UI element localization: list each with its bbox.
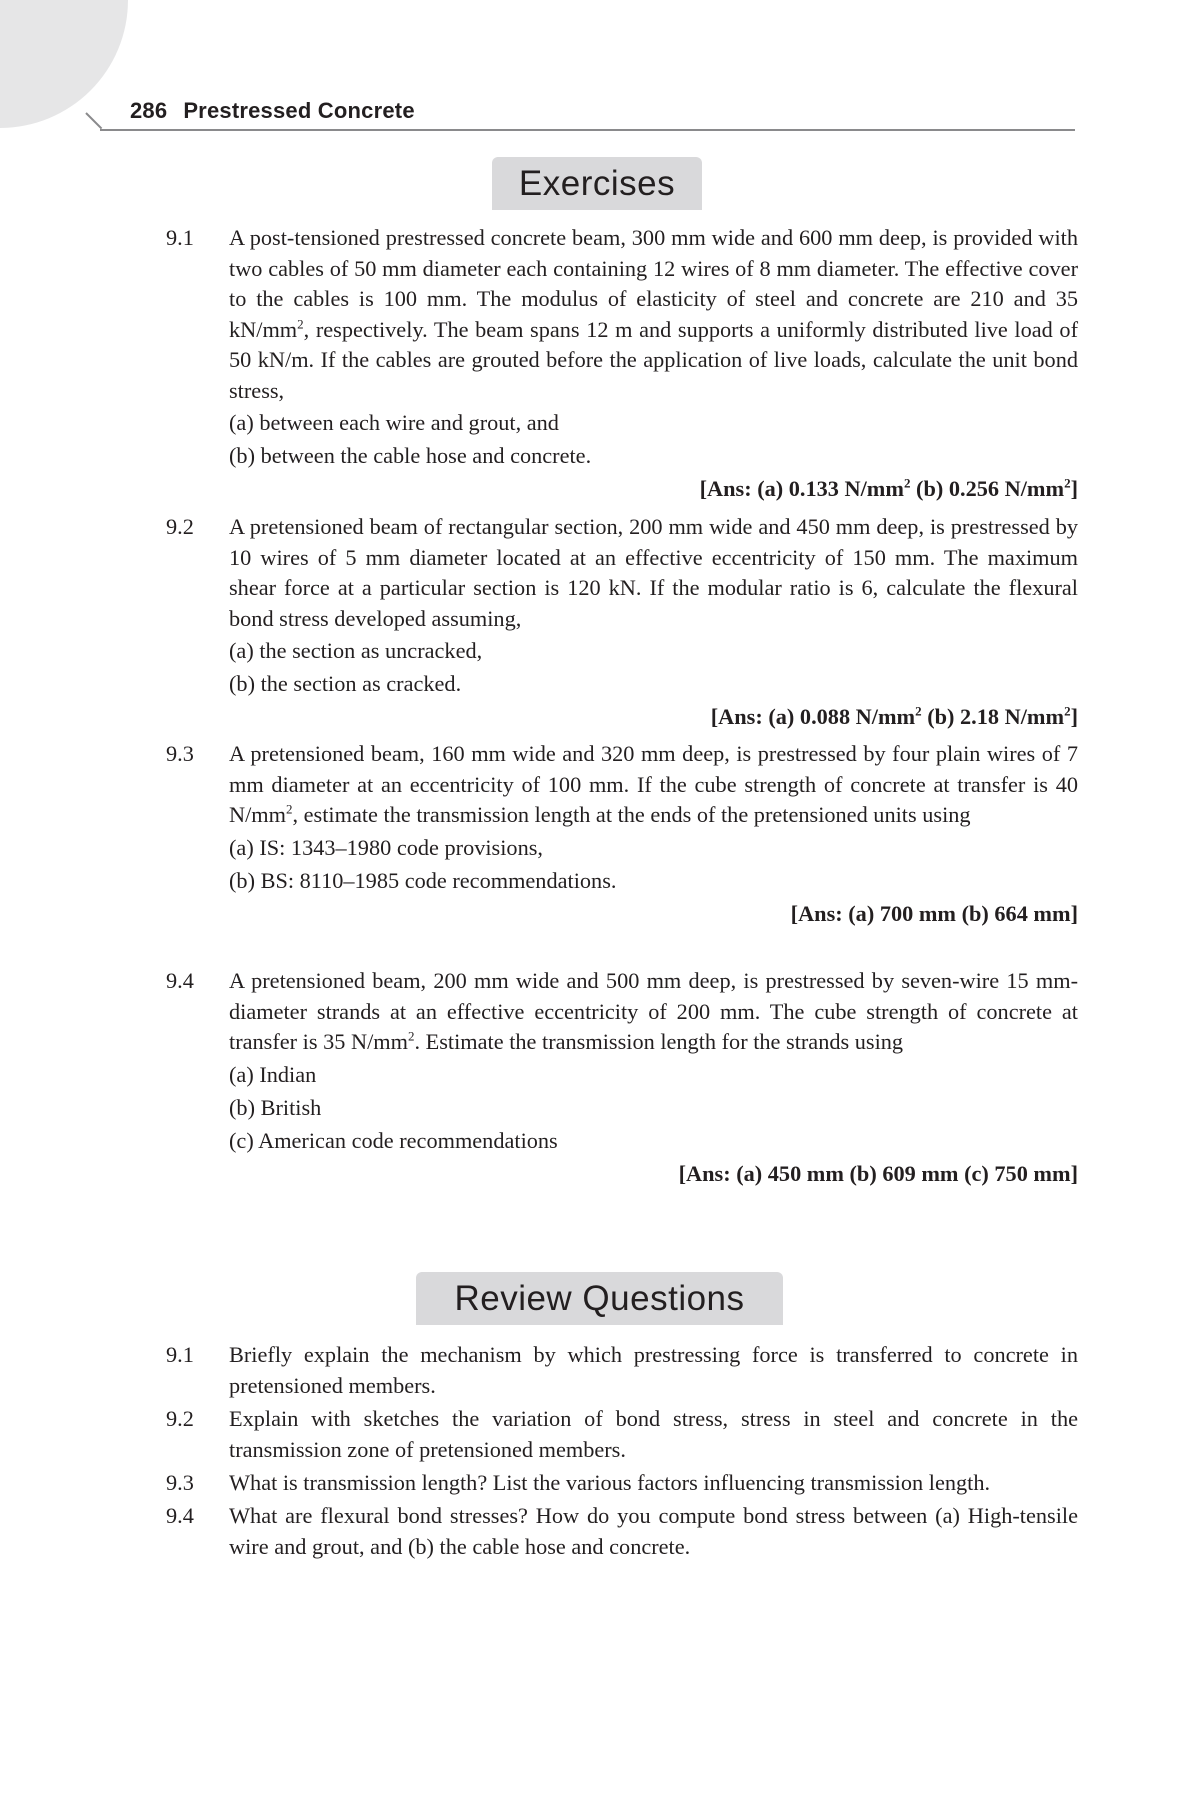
page-number: 286 [130,98,168,123]
exercises-heading: Exercises [492,157,702,210]
exercise-text: A pretensioned beam of rectangular section, 200 mm wide and 450 mm deep, is prestressed by 10 wires of 5 mm diameter located at an effective eccentricity of 150 mm. The maximum shear force at a particular section is 120 kN. If the modular ratio is 6, calculate the flexural bond stress developed assuming, [229,514,1078,631]
review-text: What is transmission length? List the various factors influencing transmission length. [229,1470,991,1495]
review-number: 9.2 [166,1406,194,1431]
review-text: What are flexural bond stresses? How do you compute bond stress between (a) High-tensile wire and grout, and (b) the cable hose and concrete. [229,1503,1078,1559]
exercise-answer: [Ans: (a) 0.133 $N/mm^2$ (b) 0.256 $N/mm^2$] [699,475,1078,501]
review-text: Explain with sketches the variation of bond stress, stress in steel and concrete in the transmission zone of pretensioned members. [229,1406,1078,1462]
exercise-number: 9.2 [166,514,194,539]
review-item [166,1467,1078,1498]
book-title: Prestressed Concrete [183,98,415,123]
exercise-item [166,223,1078,506]
exercise-item [166,966,1078,1191]
exercise-option: (b) BS: 8110–1985 code recommendations. [229,867,617,893]
review-number: 9.1 [166,1342,194,1367]
header-rule [100,129,1075,131]
exercise-text: A post-tensioned prestressed concrete beam, 300 mm wide and 600 mm deep, is provided with two cables of 50 mm diameter each containing 12 wires of 8 mm diameter. The effective cover to the cables is 100 mm. The modulus of elasticity of steel and concrete are 210 and 35 $kN/mm^2$, respectively. The beam spans 12 m and supports a uniformly distributed live load of 50 kN/m. If the cables are grouted before the application of live loads, calculate the unit bond stress, [229,225,1078,403]
exercise-number: 9.1 [166,225,194,250]
exercise-text: A pretensioned beam, 160 mm wide and 320 mm deep, is prestressed by four plain wires of 7 mm diameter at an eccentricity of 100 mm. If the cube strength of concrete at transfer is 40 $N/mm^2$, estimate the transmission length at the ends of the pretensioned units using [229,741,1078,827]
exercise-item [166,739,1078,931]
review-item [166,1339,1078,1401]
review-number: 9.3 [166,1470,194,1495]
review-item [166,1500,1078,1562]
exercise-number: 9.4 [166,968,194,993]
exercise-number: 9.3 [166,741,194,766]
exercise-item [166,512,1078,734]
exercise-option: (b) the section as cracked. [229,671,462,696]
exercise-text: A pretensioned beam, 200 mm wide and 500 mm deep, is prestressed by seven-wire 15 mm-diameter strands at an effective eccentricity of 200 mm. The cube strength of concrete at transfer is 35 $N/mm^2$. Estimate the transmission length for the strands using [229,968,1078,1054]
corner-tab [0,0,128,128]
exercise-answer: [Ans: (a) 450 mm (b) 609 mm (c) 750 mm] [678,1160,1078,1186]
exercise-option: (a) the section as uncracked, [229,638,483,663]
review-heading: Review Questions [416,1272,783,1325]
exercise-option: (c) American code recommendations [229,1127,558,1153]
running-head [130,98,415,124]
review-item [166,1403,1078,1465]
exercise-option: (b) between the cable hose and concrete. [229,443,592,468]
exercise-option: (b) British [229,1094,322,1120]
review-text: Briefly explain the mechanism by which prestressing force is transferred to concrete in pretensioned members. [229,1342,1078,1398]
exercise-answer: [Ans: (a) 700 mm (b) 664 mm] [790,900,1078,926]
exercise-answer: [Ans: (a) 0.088 $N/mm^2$ (b) 2.18 $N/mm^2$] [710,703,1078,729]
exercise-option: (a) Indian [229,1061,317,1087]
review-number: 9.4 [166,1503,194,1528]
exercise-option: (a) IS: 1343–1980 code provisions, [229,834,543,860]
header-rule-corner [85,112,102,129]
exercise-option: (a) between each wire and grout, and [229,410,559,435]
